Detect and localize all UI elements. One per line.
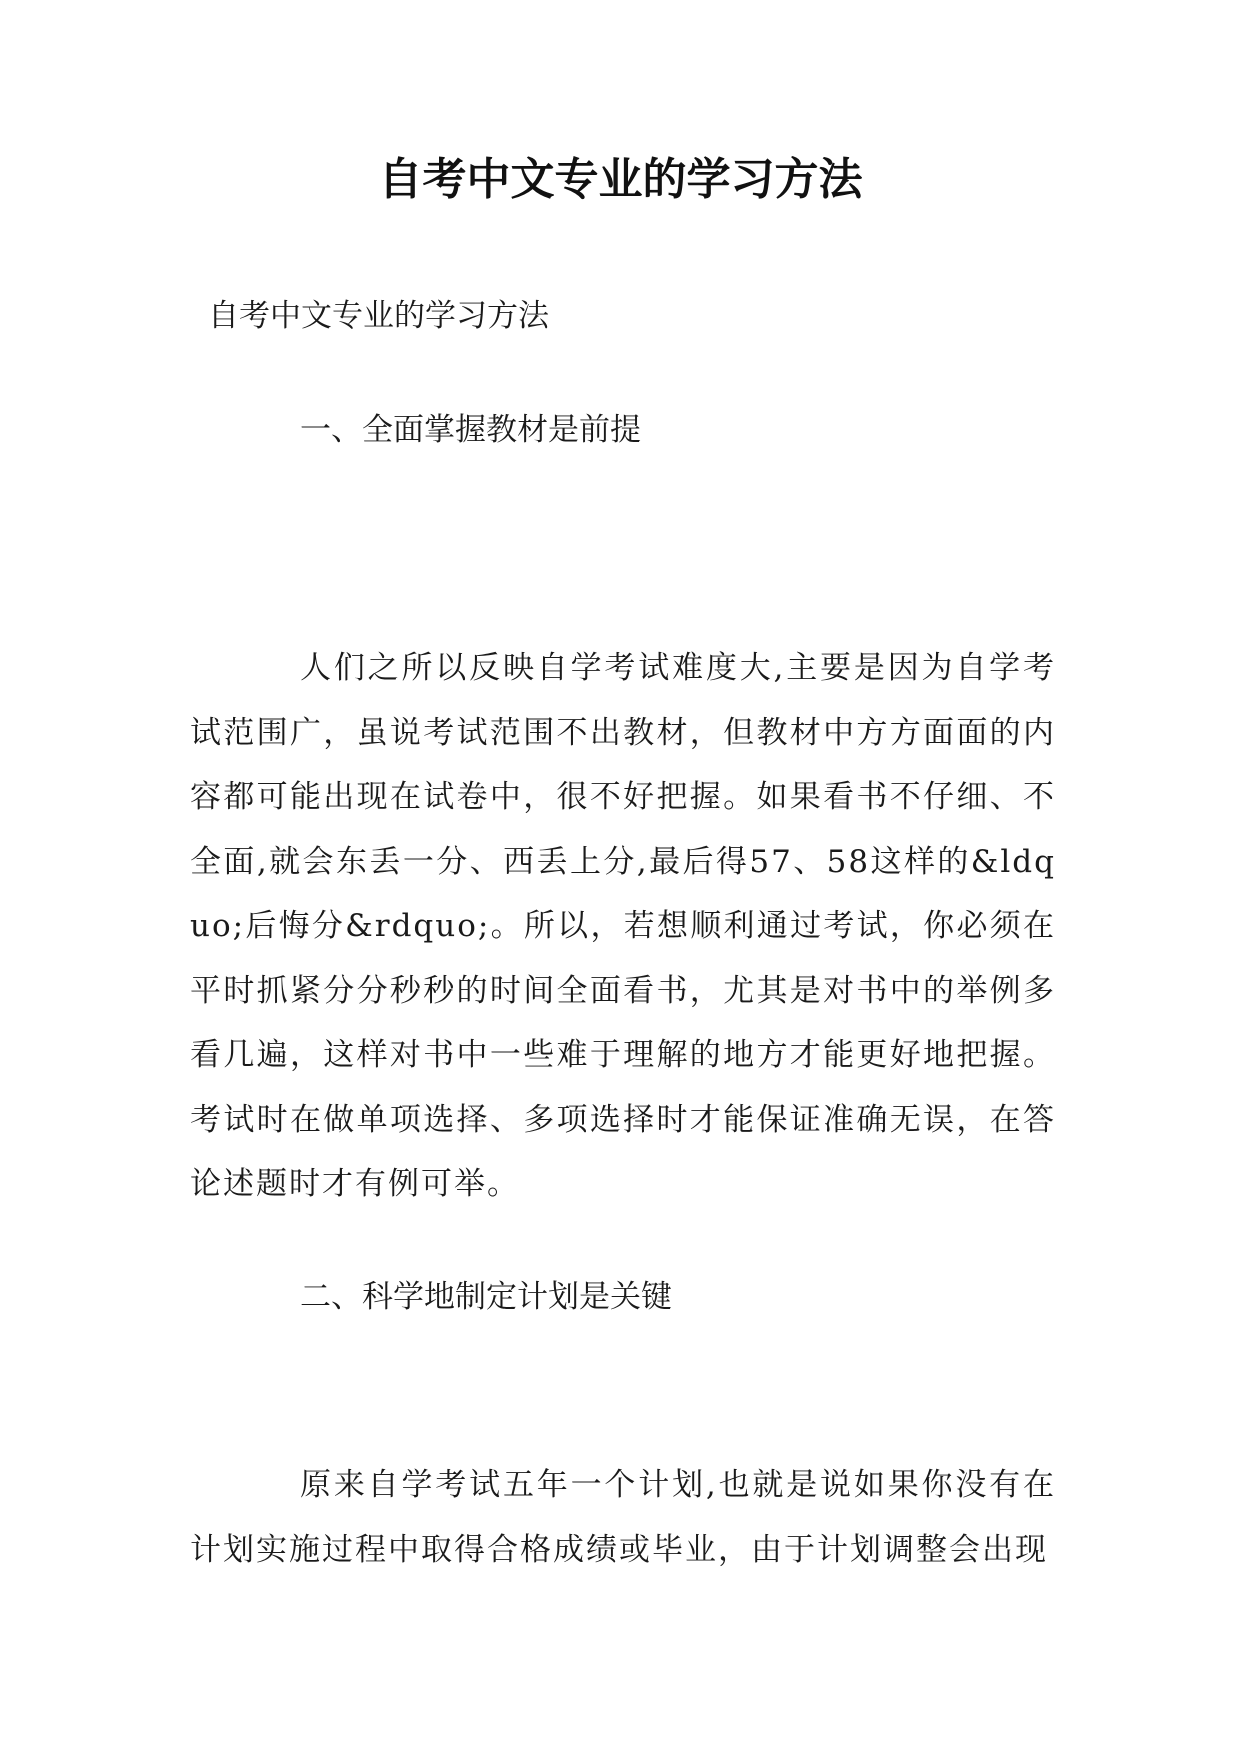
section-heading-2: 二、科学地制定计划是关键 [300,1279,672,1315]
section-paragraph-2: 原来自学考试五年一个计划,也就是说如果你没有在计划实施过程中取得合格成绩或毕业，由于计划调整会出现 [190,1467,1056,1568]
section-heading-1: 一、全面掌握教材是前提 [300,412,641,448]
document-subtitle: 自考中文专业的学习方法 [208,298,549,334]
section-paragraph-1: 人们之所以反映自学考试难度大,主要是因为自学考试范围广，虽说考试范围不出教材，但教材中方方面面的内容都可能出现在试卷中，很不好把握。如果看书不仔细、不全面,就会东丢一分、西丢上分,最后得57、58这样的&ldquo;后悔分&rdquo;。所以，若想顺利通过考试，你必须在平时抓紧分分秒秒的时间全面看书，尤其是对书中的举例多看几遍，这样对书中一些难于理解的地方才能更好地把握。考试时在做单项选择、多项选择时才能保证准确无误，在答论述题时才有例可举。 [190,650,1056,1202]
document-title: 自考中文专业的学习方法 [378,154,863,205]
